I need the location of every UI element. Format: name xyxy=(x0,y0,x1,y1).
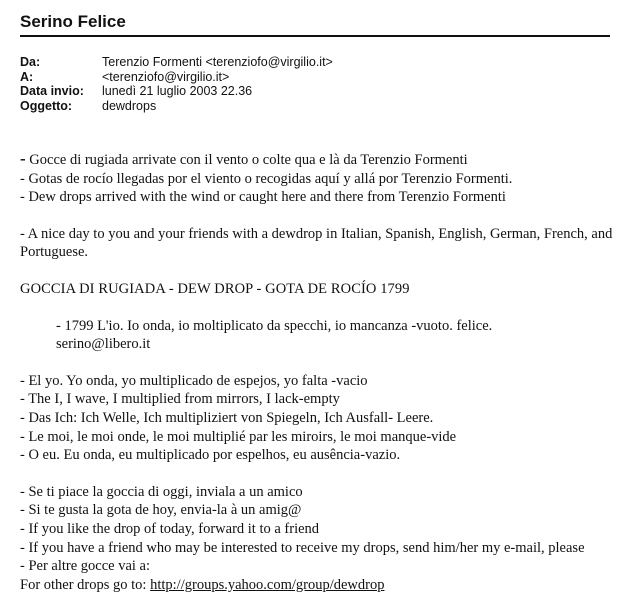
meta-subject-row xyxy=(20,99,333,114)
drop-line-en: - The I, I wave, I multiplied from mirrors, I lack-empty xyxy=(20,391,340,408)
from-value: Terenzio Formenti <terenziofo@virgilio.it> xyxy=(102,55,333,69)
drop-line-it: - 1799 L'io. Io onda, io moltiplicato da specchi, io mancanza -vuoto. felice. xyxy=(56,317,493,334)
meta-to-row xyxy=(20,70,333,85)
share-line-en: - If you like the drop of today, forward it to a friend xyxy=(20,520,320,537)
more-drops-it: - Per altre gocce vai a: xyxy=(20,558,151,575)
share-line-it: - Se ti piace la goccia di oggi, inviala a un amico xyxy=(20,483,303,500)
from-label: Da: xyxy=(20,55,41,69)
drop-line-de: - Das Ich: Ich Welle, Ich multipliziert von Spiegeln, Ich Ausfall- Leere. xyxy=(20,409,434,426)
email-body xyxy=(20,150,625,594)
more-drops-en xyxy=(20,576,625,595)
subject-label: Oggetto: xyxy=(20,98,73,113)
drop-title: GOCCIA DI RUGIADA - DEW DROP - GOTA DE ROCÍO 1799 xyxy=(20,280,410,297)
drop-line-pt: - O eu. Eu onda, eu multiplicado por espelhos, eu ausência-vazio. xyxy=(20,447,401,464)
more-drops-prefix: For other drops go to: xyxy=(20,576,151,593)
intro-dash: - xyxy=(20,149,26,168)
intro-line-es: - Gotas de rocío llegadas por el viento o recogidas aquí y allá por Terenzio Formenti. xyxy=(20,170,513,187)
header-divider xyxy=(20,35,610,37)
intro-line-it xyxy=(20,150,625,170)
drop-line-es: - El yo. Yo onda, yo multiplicado de espejos, yo falta -vacio xyxy=(20,372,368,389)
email-meta xyxy=(20,55,333,113)
intro-line-en: - Dew drops arrived with the wind or caught here and there from Terenzio Formenti xyxy=(20,189,506,206)
share-line-es: - Si te gusta la gota de hoy, envia-la à un amig@ xyxy=(20,502,302,519)
date-label: Data invio: xyxy=(20,84,84,98)
intro-it-text: Gocce di rugiada arrivate con il vento o colte qua e là da Terenzio Formenti xyxy=(25,152,468,168)
meta-from-row xyxy=(20,55,333,70)
subject-value: dewdrops xyxy=(102,98,157,113)
dewdrop-group-link[interactable]: http://groups.yahoo.com/group/dewdrop xyxy=(150,576,385,593)
sender-name-heading: Serino Felice xyxy=(20,12,126,31)
drop-line-fr: - Le moi, le moi onde, le moi multiplié par les miroirs, le moi manque-vide xyxy=(20,428,457,445)
nice-day-paragraph: - A nice day to you and your friends with a dewdrop in Italian, Spanish, English, German, French, and Portuguese. xyxy=(20,225,613,261)
to-value: <terenziofo@virgilio.it> xyxy=(102,69,230,84)
to-label: A: xyxy=(20,69,34,84)
drop-email: serino@libero.it xyxy=(56,336,151,353)
date-value: lunedì 21 luglio 2003 22.36 xyxy=(102,84,253,98)
meta-date-row xyxy=(20,84,333,99)
share-friend-line: - If you have a friend who may be interested to receive my drops, send him/her my e-mail, please xyxy=(20,539,585,556)
